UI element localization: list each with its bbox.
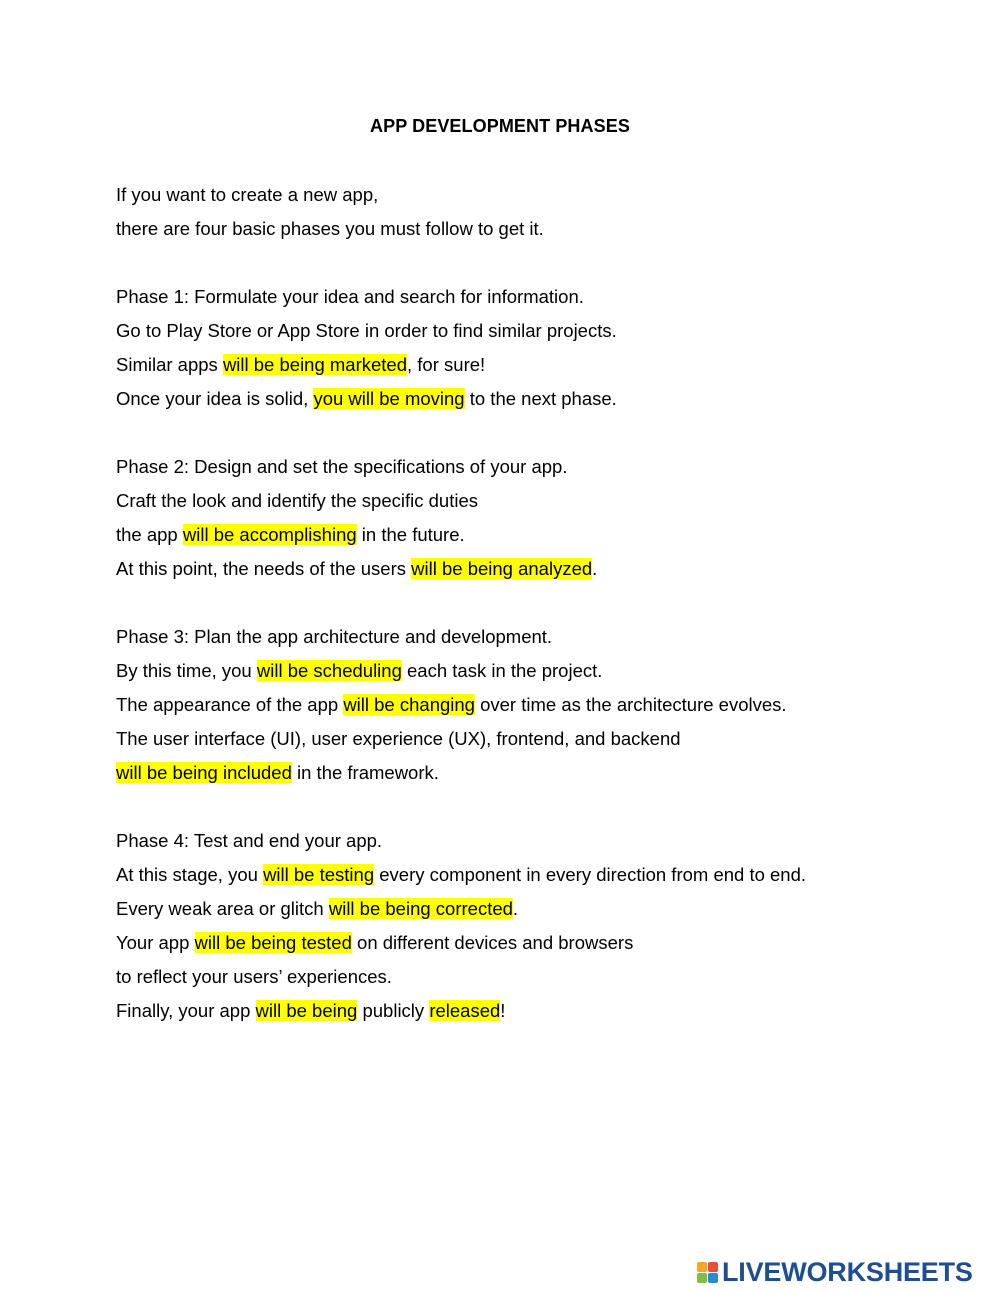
text-segment: At this point, the needs of the users: [116, 558, 412, 579]
text-segment: the app: [116, 524, 183, 545]
phase2-line-2: Craft the look and identify the specific duties: [116, 490, 478, 511]
text-segment: on different devices and browsers: [351, 932, 634, 953]
highlighted-verb: released: [429, 1000, 501, 1021]
text-segment: The appearance of the app: [116, 694, 344, 715]
text-segment: publicly: [357, 1000, 430, 1021]
phase1-line-3: [116, 351, 976, 385]
text-segment: Similar apps: [116, 354, 223, 375]
intro-line-1: If you want to create a new app,: [116, 184, 379, 205]
phase3-heading: Phase 3: Plan the app architecture and development.: [116, 626, 553, 647]
highlighted-verb: will be being analyzed: [411, 558, 593, 579]
phase3-line-5: [116, 759, 976, 793]
phase1-line-4: [116, 385, 976, 419]
phase4-line-3: [116, 895, 976, 929]
text-segment: to the next phase.: [464, 388, 617, 409]
phase4-line-6: [116, 997, 976, 1031]
liveworksheets-logo-icon: [697, 1262, 718, 1283]
highlighted-verb: will be being included: [116, 762, 292, 783]
phase4-line-4: [116, 929, 976, 963]
text-segment: .: [512, 898, 519, 919]
text-segment: over time as the architecture evolves.: [474, 694, 787, 715]
phase3-line-3: [116, 691, 976, 725]
text-segment: By this time, you: [116, 660, 257, 681]
phase2-line-4: [116, 555, 976, 589]
text-segment: Every weak area or glitch: [116, 898, 329, 919]
text-segment: in the future.: [356, 524, 465, 545]
text-segment: in the framework.: [291, 762, 439, 783]
highlighted-verb: will be accomplishing: [182, 524, 357, 545]
phase1-line-2: Go to Play Store or App Store in order to find similar projects.: [116, 320, 617, 341]
worksheet-body: [116, 181, 976, 1031]
page-title: APP DEVELOPMENT PHASES: [370, 116, 630, 136]
text-segment: , for sure!: [407, 354, 486, 375]
phase3-line-2: [116, 657, 976, 691]
text-segment: every component in every direction from end to end.: [374, 864, 807, 885]
highlighted-verb: will be scheduling: [256, 660, 402, 681]
highlighted-verb: will be testing: [263, 864, 375, 885]
phase3-line-4: The user interface (UI), user experience (UX), frontend, and backend: [116, 728, 681, 749]
logo-text: LIVEWORKSHEETS: [722, 1256, 973, 1287]
phase2-line-3: [116, 521, 976, 555]
text-segment: Once your idea is solid,: [116, 388, 314, 409]
highlighted-verb: will be being tested: [194, 932, 352, 953]
intro-line-2: there are four basic phases you must follow to get it.: [116, 218, 544, 239]
highlighted-verb: will be being: [255, 1000, 358, 1021]
phase4-line-2: [116, 861, 976, 895]
text-segment: Your app: [116, 932, 195, 953]
highlighted-verb: will be being marketed: [222, 354, 408, 375]
text-segment: each task in the project.: [401, 660, 603, 681]
highlighted-verb: will be changing: [343, 694, 475, 715]
liveworksheets-logo[interactable]: [697, 1258, 973, 1286]
text-segment: !: [500, 1000, 506, 1021]
phase2-heading: Phase 2: Design and set the specifications of your app.: [116, 456, 568, 477]
highlighted-verb: you will be moving: [313, 388, 465, 409]
phase4-line-5: to reflect your users’ experiences.: [116, 966, 392, 987]
text-segment: Finally, your app: [116, 1000, 256, 1021]
highlighted-verb: will be being corrected: [328, 898, 513, 919]
text-segment: .: [592, 558, 598, 579]
phase1-heading: Phase 1: Formulate your idea and search for information.: [116, 286, 584, 307]
text-segment: At this stage, you: [116, 864, 264, 885]
phase4-heading: Phase 4: Test and end your app.: [116, 830, 383, 851]
